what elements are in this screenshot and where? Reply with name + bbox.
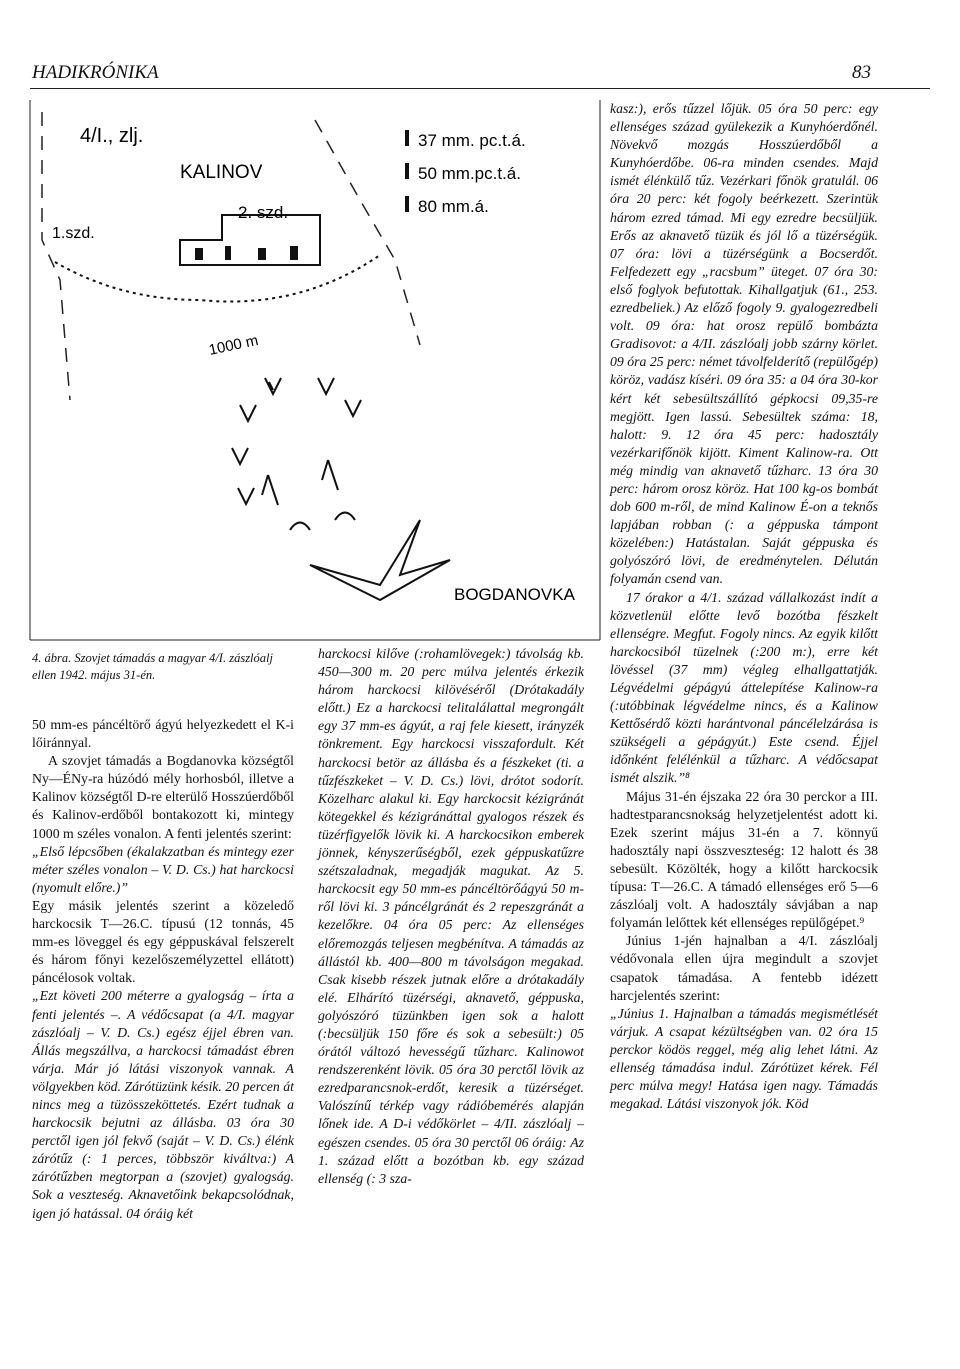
paragraph: Május 31-én éjszaka 22 óra 30 perckor a III. hadtestparancsnokság helyzetjelentést adott ki. Ezek szerint május 31-én a 7. könnyű hadosztály napi összveszteség: 12 halott és 38 sebesült. Közölték, hogy a kilőtt harckocsik típusa: T—26.C. A támadó ellenséges erő 5—6 zászlóalj volt. A hadosztály sávjában a nap folyamán lelőttek két ellenséges repülőgépet.⁹ (610, 788, 878, 931)
legend-50mm: 50 mm.pc.t.á. (418, 164, 521, 183)
quote-paragraph: 17 órakor a 4/1. század vállalkozást indít a közvetlenül előtte levő bozótba fészkelt ellenségre. Megfut. Fogoly nincs. Az egyik kilőtt harckocsiból tüzelnek (:200 m:), erre két lövéssel (37 mm) végleg elhallgattatják. Légvédelmi gépágyú áttelepítése Kalinow-ra (:utóbbinak légvédelme nincs, és a Kalinow Kettősérdő közti harántvonal páncélelzárása is szükségeli a gépágyút.) Este csend. Éjjel időnként felélénkül a tűzharc. A védőcsapat ismét alszik.”⁸ (610, 589, 878, 786)
attack-arrow (310, 520, 450, 600)
attack-arrow-3 (335, 513, 355, 521)
tank-symbols (232, 378, 361, 505)
quote-paragraph: harckocsi kilőve (:rohamlövegek:) távolság kb. 450—300 m. 20 perc múlva jelentés érkezik három harckocsi kilövéséről (Drótakadály előtt.) Ez a harckocsi telitalálattal megrongált egy 37 mm-es ágyút, a raj fele kiesett, irányzék tönkrement. Egy harckocsi visszafordult. Két harckocsi betör az állásba és a fészkeket (ti. a tűzfészkeket – V. D. Cs.) lövi, drótot sodorít. Közelharc alakul ki. Egy harckocsit kézigránát kötegekkel és kézigránáttal gyalogos részek és tüzérfigyelők lövik ki. A harckocsikon emberek jönnek, kényszerűségből, ezek géppuskatűzre szétszaladnak, megadják magukat. Az 5. harckocsit egy 50 mm-es páncéltörőágyú 50 m-ről lövi ki. 3 páncélgránát és 2 repeszgránát a kezelőkre. 04 óra 05 perc: Az ellenséges előremozgás teljesen megbénítva. A támadás az állástól kb. 400—800 m távolságon megakad. Csak kisebb részek jutnak előre a drótakadály elé. Elhárító tüzérségi, aknavető, géppuska, golyószóró tüzünkben igen sok a halott (:becsüljük 150 főre és sok a sebesült:) 05 órától változó hevességű tűzharc. Kalinowot rendszerenként lövik. 05 óra 30 perctől lövik az ezredparancsnok-erdőt, keresik a tüzérséget. Valószínű térkép vagy rádióbemérés alapján lőnek ide. A D-i védőkörlet – 4/II. zászlóalj – egészen csendes. 05 óra 30 perctől 06 óráig: Az 1. század előtt a bozótban kb. egy század ellenség (: 3 sza- (318, 646, 584, 1186)
map-company2-label: 2. szd. (238, 203, 289, 222)
legend-37mm: 37 mm. pc.t.á. (418, 131, 526, 150)
gun-37mm-icon (405, 130, 409, 146)
page-number: 83 (852, 62, 871, 83)
front-line-left (42, 112, 70, 400)
journal-title: HADIKRÓNIKA (32, 62, 159, 83)
paragraph: A szovjet támadás a Bogdanovka községtől Ny—ÉNy-ra húzódó mély horhosból, illetve a Kalinov községtől D-re elterülő Hosszúerdőből és Kalinov-erdőből bontakozott ki, mintegy 1000 m széles vonalon. A fenti jelentés szerint: (32, 753, 294, 841)
column-1 (32, 716, 294, 1223)
figure-caption: 4. ábra. Szovjet támadás a magyar 4/I. zászlóalj ellen 1942. május 31-én. (32, 651, 273, 682)
map-unit-label: 4/I., zlj. (80, 125, 144, 147)
front-line-right (315, 120, 420, 345)
gun-50mm-icon (405, 163, 409, 179)
column-2 (318, 645, 584, 1188)
map-distance-label: 1000 m (207, 331, 260, 359)
legend-80mm: 80 mm.á. (418, 197, 489, 216)
map-village2-label: BOGDANOVKA (454, 585, 575, 604)
quote-paragraph: „Június 1. Hajnalban a támadás megismétlését várjuk. A csapat kézültségben van. 02 óra 15 perckor ködös reggel, még alig lehet látni. Az ellenség támadása indul. Zárótüzet kérek. Fél perc múlva megy! Hatása igen nagy. Támadás megakad. Látási viszonyok jók. Köd (610, 1005, 878, 1112)
quote-paragraph: kasz:), erős tűzzel lőjük. 05 óra 50 perc: egy ellenséges század gyülekezik a Kunyhóerdőnél. Növekvő mozgás Hosszúerdőből a Kunyhóerdőbe. 06-ra minden csendes. Majd ismét élénkülő tűz. Vezérkari főnök gratulál. 06 óra 20 perc: két fogoly beérkezett. Szerintük három ezred támad. Mi egy ezredre becsüljük. Erős az aknavető tüzük és jól lő a tüzérségük. 07 óra: lövi a tüzérségünk a Bocserdőt. Felfedezett egy „racsbum” üteget. 07 óra 30: első foglyok befutottak. Kihallgatjuk (61., 253. ezredbeliek.) Az előző fogoly 9. gyalogezredbeli volt. 09 óra: hat orosz repülő bombázta Gradisovot: a 4/II. zászlóalj jobb szárny körlet. 09 óra 25 perc: német távolfelderítő (repülőgép) köröz, vadász kíséri. 09 óra 35: a 04 óra 30-kor kért két sebesültszállító gépkocsi 09,35-re megjött. Igen lassú. Sebesültek száma: 18, halott: 9. 12 óra 45 perc: hadosztály vezérkarifőnök kijött. Kiment Kalinow-ra. Ott még mindig van aknavető tűzharc. 13 óra 30 perc: három orosz köröz. Hat 100 kg-os bombát dob 600 m-ről, de mind Kalinow É-on a teknős lapjában robban (: a géppuska támpont közelében:) Hatástalan. Saját géppuska és golyószóró lövi, de eredménytelen. Délután folyamán csend van. (610, 101, 878, 587)
map-village-label: KALINOV (180, 162, 263, 183)
paragraph: 50 mm-es páncéltörő ágyú helyezkedett el K-i lőiránnyal. (32, 717, 294, 751)
column-3 (610, 100, 878, 1113)
quote-paragraph: „Első lépcsőben (ékalakzatban és mintegy ezer méter széles vonalon – V. D. Cs.) hat harckocsi (nyomult előre.)” (32, 843, 294, 895)
paragraph: Egy másik jelentés szerint a közeledő harckocsik T—26.C. típusú (12 tonnás, 45 mm-es löveggel és egy géppuskával felszerelt és három főnyi kezelőszemélyzettel ellátott) páncélosok voltak. (32, 897, 294, 986)
attack-arrow-2 (290, 523, 310, 531)
map-company1-label: 1.szd. (52, 225, 95, 242)
barbed-wire (55, 255, 380, 302)
quote-paragraph: „Ezt követi 200 méterre a gyalogság – írta a fenti jelentés –. A védőcsapat (a 4/I. magyar zászlóalj – V. D. Cs.) egész éjjel ébren van. Állás megszállva, a harckocsi támadást ébren várja. Már jó látási viszonyok vannak. A völgyekben köd. Zárótüzünk késik. 20 percen át nincs meg a tüzösszeköttetés. Ezért tudnak a harckocsik bejutni az állásba. 03 óra 30 perctől igen jól fekvő (saját – V. D. Cs.) élénk zárótűz (: 1 perces, többször kiváltva:) A zárótűzben megtorpan a (szovjet) gyalogság. Sok a veszteség. Aknavetőink bekapcsolódnak, igen jó hatással. 04 óráig két (32, 988, 294, 1221)
mortar-80mm-icon (405, 196, 409, 212)
village-houses (195, 246, 298, 260)
paragraph: Június 1-jén hajnalban a 4/I. zászlóalj védővonala ellen újra megindult a szovjet csapatok támadása. A fentebb idézett harcjelentés szerint: (610, 933, 878, 1003)
